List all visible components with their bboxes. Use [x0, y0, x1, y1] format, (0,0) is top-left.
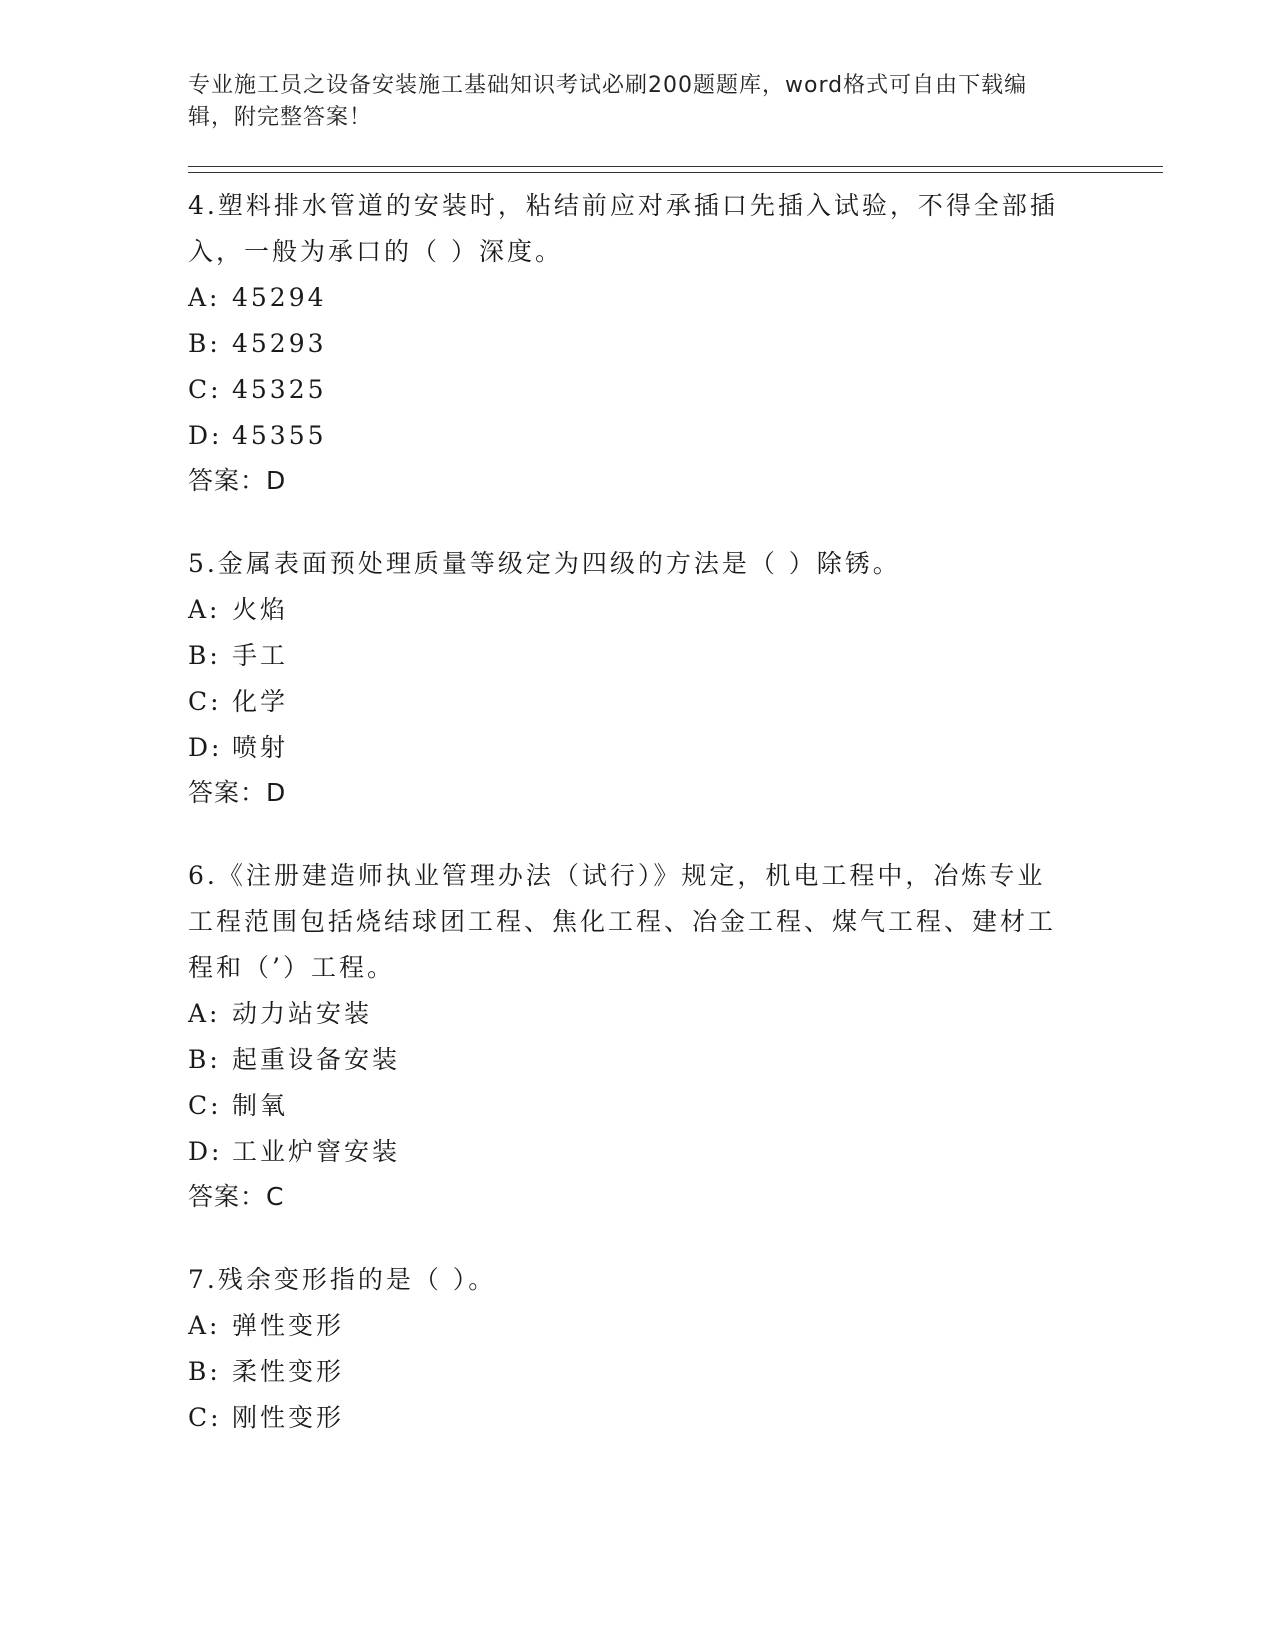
question-stem: 5.金属表面预处理质量等级定为四级的方法是（ ）除锈。 [188, 549, 901, 578]
option-text: 45325 [232, 375, 327, 404]
option-text: 刚性变形 [232, 1403, 345, 1432]
option-text: 制氧 [232, 1091, 289, 1120]
option-text: 工业炉窨安装 [232, 1137, 401, 1166]
option-key: B: [188, 1357, 221, 1386]
option-text: 起重设备安装 [232, 1045, 401, 1074]
answer-line: 答案：C [188, 1182, 285, 1211]
option-text: 45293 [232, 329, 327, 358]
option-b [188, 321, 1168, 367]
option-key: B: [188, 641, 221, 670]
option-text: 火焰 [232, 595, 289, 624]
question-item [188, 1257, 1168, 1441]
answer-line: 答案：D [188, 778, 287, 807]
option-key: A: [188, 999, 221, 1028]
option-text: 喷射 [232, 733, 289, 762]
option-b [188, 1037, 1168, 1083]
question-list [188, 183, 1168, 1441]
option-a [188, 587, 1168, 633]
option-key: B: [188, 1045, 221, 1074]
option-key: D: [188, 1137, 223, 1166]
document-page [188, 70, 1168, 1479]
option-a [188, 1303, 1168, 1349]
option-b [188, 633, 1168, 679]
option-key: A: [188, 1311, 221, 1340]
question-item [188, 853, 1168, 1219]
question-stem: 6.《注册建造师执业管理办法（试行）》规定，机电工程中，冶炼专业工程范围包括烧结球团工程、焦化工程、冶金工程、煤气工程、建材工程和（’）工程。 [188, 861, 1057, 982]
option-key: C: [188, 687, 222, 716]
option-text: 化学 [232, 687, 289, 716]
option-key: A: [188, 283, 221, 312]
option-text: 弹性变形 [232, 1311, 345, 1340]
option-key: D: [188, 733, 223, 762]
header-divider [188, 166, 1163, 173]
option-text: 45355 [232, 421, 327, 450]
answer-line: 答案：D [188, 466, 287, 495]
option-b [188, 1349, 1168, 1395]
option-c [188, 367, 1168, 413]
option-key: A: [188, 595, 221, 624]
option-c [188, 1083, 1168, 1129]
option-d [188, 413, 1168, 459]
question-item [188, 541, 1168, 815]
option-c [188, 679, 1168, 725]
question-stem: 7.残余变形指的是（ ）。 [188, 1265, 497, 1294]
option-text: 动力站安装 [232, 999, 373, 1028]
option-key: C: [188, 1403, 222, 1432]
option-key: D: [188, 421, 223, 450]
option-key: B: [188, 329, 221, 358]
option-d [188, 725, 1168, 771]
option-text: 45294 [232, 283, 327, 312]
option-a [188, 275, 1168, 321]
option-d [188, 1129, 1168, 1175]
option-a [188, 991, 1168, 1037]
option-text: 柔性变形 [232, 1357, 345, 1386]
option-text: 手工 [232, 641, 289, 670]
question-stem: 4.塑料排水管道的安装时，粘结前应对承插口先插入试验，不得全部插入，一般为承口的（ ）深度。 [188, 191, 1058, 266]
question-item [188, 183, 1168, 503]
option-c [188, 1395, 1168, 1441]
option-key: C: [188, 375, 222, 404]
document-header: 专业施工员之设备安装施工基础知识考试必刷200题题库，word格式可自由下载编辑，附完整答案！ [188, 73, 1028, 130]
option-key: C: [188, 1091, 222, 1120]
